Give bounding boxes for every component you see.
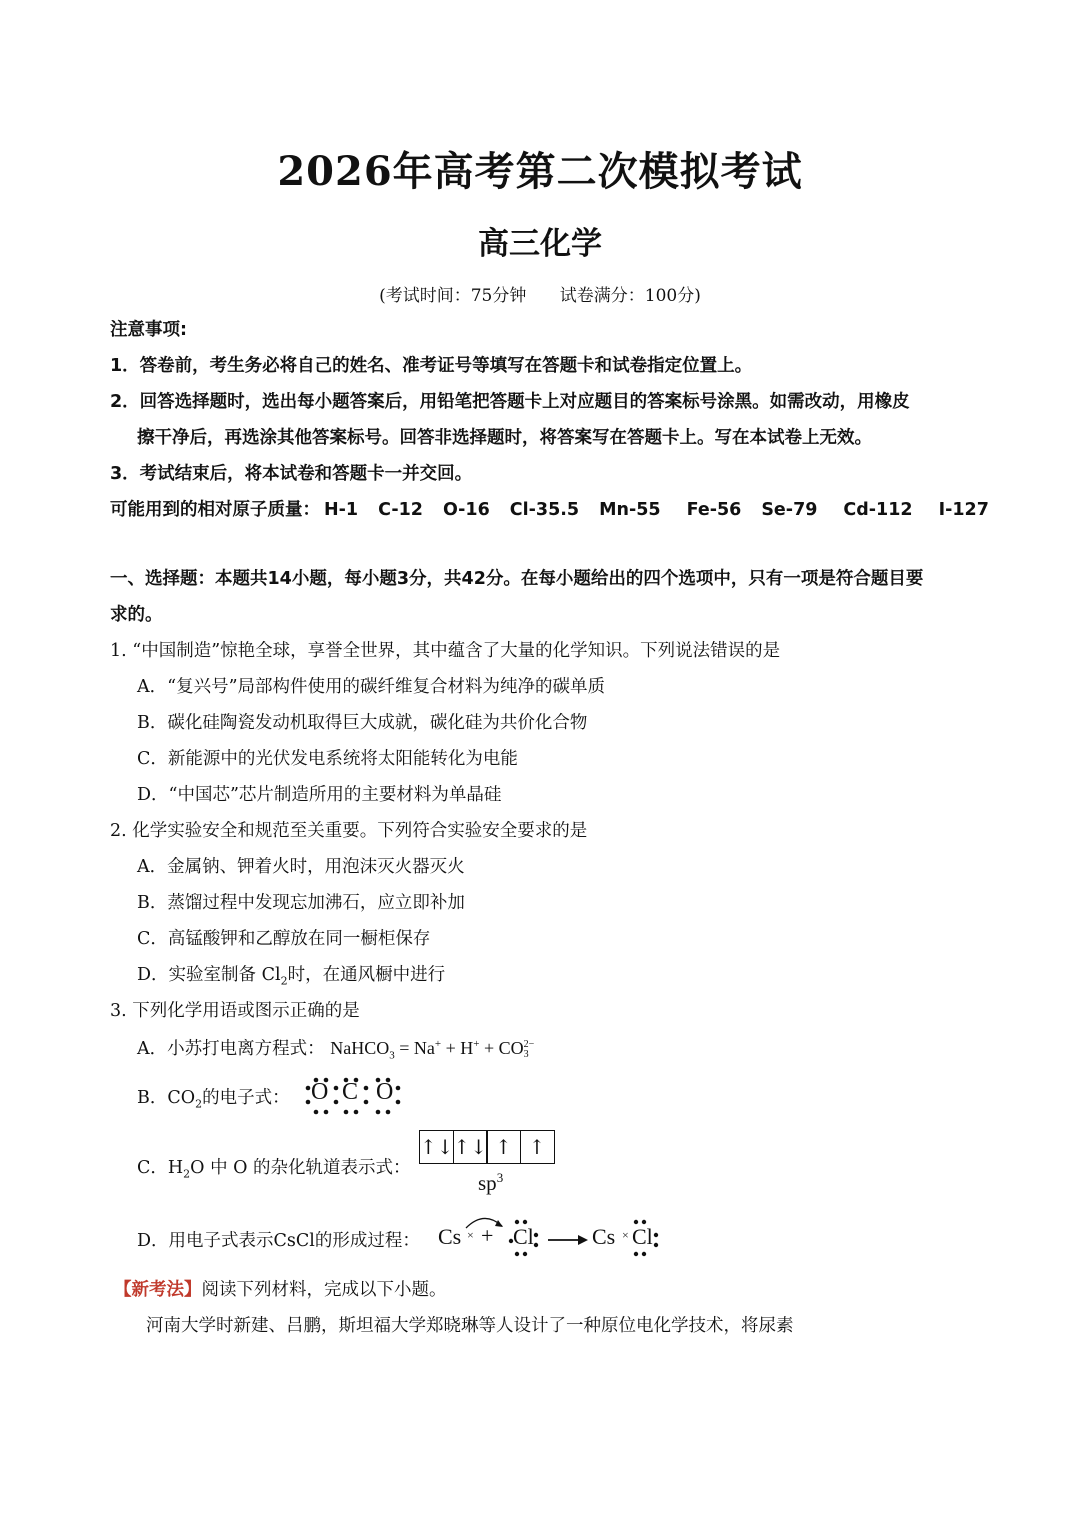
q2-option-a: A．金属钠、钾着火时，用泡沫灭火器灭火 bbox=[137, 857, 465, 877]
exam-info bbox=[0, 281, 1080, 306]
plus-sign: + bbox=[481, 1223, 494, 1248]
co2-o-right: O bbox=[376, 1079, 394, 1105]
mass-o: O-16 bbox=[442, 500, 490, 520]
formula-na: Na bbox=[413, 1038, 435, 1058]
q3-option-b bbox=[137, 1084, 290, 1111]
q1-option-d: D．“中国芯”芯片制造所用的主要材料为单晶硅 bbox=[137, 785, 502, 805]
cscl-formation bbox=[438, 1208, 678, 1258]
formula-nahco: NaHCO bbox=[330, 1038, 390, 1058]
q2-option-c: C．高锰酸钾和乙醇放在同一橱柜保存 bbox=[137, 929, 431, 949]
q1-stem: 1. “中国制造”惊艳全球，享誉全世界，其中蕴含了大量的化学知识。下列说法错误的是 bbox=[110, 641, 781, 661]
notice-item-2: 2．回答选择题时，选出每小题答案后，用铅笔把答题卡上对应题目的答案标号涂黑。如需改动，用橡皮 bbox=[110, 392, 910, 412]
mass-c: C-12 bbox=[378, 500, 423, 520]
cs-right-electron: × bbox=[622, 1228, 629, 1242]
material-text: 河南大学时新建、吕鹏，斯坦福大学郑晓琳等人设计了一种原位电化学技术，将尿素 bbox=[146, 1316, 794, 1336]
notice-item-2-cont: 擦干净后，再选涂其他答案标号。回答非选择题时，将答案写在答题卡上。写在本试卷上无效。 bbox=[137, 428, 872, 448]
sp-sup: 3 bbox=[496, 1170, 504, 1185]
new-method-tag: 【新考法】 bbox=[114, 1280, 202, 1300]
mass-cd: Cd-112 bbox=[843, 500, 913, 520]
exam-time: (考试时间：75分钟 bbox=[379, 286, 527, 306]
mass-mn: Mn-55 bbox=[599, 500, 661, 520]
formula-co: CO bbox=[498, 1038, 524, 1058]
q3-b-label-pre: B．CO bbox=[137, 1088, 196, 1108]
q2-d-post: 时，在通风橱中进行 bbox=[287, 965, 446, 985]
formula-co-charge: 2− bbox=[523, 1038, 535, 1050]
orbital-box-2: ↑↓ bbox=[453, 1130, 488, 1164]
orbital-box-4: ↑ bbox=[520, 1130, 555, 1164]
q3-option-c bbox=[137, 1154, 411, 1181]
orbital-box-1: ↑↓ bbox=[419, 1130, 454, 1164]
q1-option-c: C．新能源中的光伏发电系统将太阳能转化为电能 bbox=[137, 749, 518, 769]
q3-c-label-pre: C．H bbox=[137, 1158, 184, 1178]
co2-o-left: O bbox=[311, 1079, 329, 1105]
mass-h: H-1 bbox=[324, 500, 359, 520]
orbital-diagram bbox=[419, 1130, 553, 1164]
material-line bbox=[114, 1276, 447, 1301]
formula-plus-2: + bbox=[483, 1038, 495, 1058]
q3-option-d: D．用电子式表示CsCl的形成过程： bbox=[137, 1231, 420, 1251]
exam-subject: 高三化学 bbox=[478, 226, 602, 262]
mass-i: I-127 bbox=[938, 500, 989, 520]
cs-left-electron: × bbox=[467, 1228, 474, 1242]
formula-h-charge: + bbox=[473, 1038, 480, 1050]
cs-left: Cs bbox=[438, 1224, 462, 1249]
mass-fe: Fe-56 bbox=[686, 500, 742, 520]
q2-option-b: B．蒸馏过程中发现忘加沸石，应立即补加 bbox=[137, 893, 465, 913]
q1-option-a: A．“复兴号”局部构件使用的碳纤维复合材料为纯净的碳单质 bbox=[137, 677, 606, 697]
cl-right: Cl bbox=[632, 1224, 653, 1249]
section1-heading: 一、选择题：本题共14小题，每小题3分，共42分。在每小题给出的四个选项中，只有一项是符合题目要 bbox=[110, 569, 924, 589]
atomic-mass-line bbox=[110, 496, 1009, 521]
mass-cl: Cl-35.5 bbox=[509, 500, 580, 520]
q3-a-label: A．小苏打电离方程式： bbox=[137, 1039, 325, 1059]
q2-stem: 2. 化学实验安全和规范至关重要。下列符合实验安全要求的是 bbox=[110, 821, 588, 841]
q2-d-sub: 2 bbox=[280, 974, 288, 988]
cl-left: Cl bbox=[513, 1224, 534, 1249]
q2-d-pre: D．实验室制备 Cl bbox=[137, 965, 281, 985]
q1-option-b: B．碳化硅陶瓷发动机取得巨大成就，碳化硅为共价化合物 bbox=[137, 713, 588, 733]
section1-heading-cont: 求的。 bbox=[110, 605, 163, 625]
q3-b-label-post: 的电子式： bbox=[202, 1088, 290, 1108]
q3-c-label-post: O 中 O 的杂化轨道表示式： bbox=[190, 1158, 411, 1178]
formula-na-charge: + bbox=[434, 1038, 442, 1050]
cs-right: Cs bbox=[592, 1224, 616, 1249]
atomic-mass-label: 可能用到的相对原子质量： bbox=[110, 500, 320, 520]
exam-title: 2026年高考第二次模拟考试 bbox=[277, 148, 803, 195]
notice-item-3: 3．考试结束后，将本试卷和答题卡一并交回。 bbox=[110, 464, 473, 484]
sp-text: sp bbox=[478, 1171, 497, 1195]
formula-sub3: 3 bbox=[389, 1049, 395, 1062]
q3-a-formula bbox=[330, 1038, 535, 1062]
full-score: 试卷满分：100分) bbox=[559, 286, 701, 306]
orbital-box-3: ↑ bbox=[486, 1130, 521, 1164]
notice-item-1: 1．答卷前，考生务必将自己的姓名、准考证号等填写在答题卡和试卷指定位置上。 bbox=[110, 356, 753, 376]
q3-option-a bbox=[137, 1035, 534, 1062]
notice-heading: 注意事项: bbox=[110, 320, 187, 340]
q3-stem: 3. 下列化学用语或图示正确的是 bbox=[110, 1001, 360, 1021]
co2-c: C bbox=[342, 1079, 359, 1105]
formula-co-sub: 3 bbox=[523, 1048, 529, 1060]
sp3-label bbox=[478, 1170, 503, 1196]
q3-b-sub: 2 bbox=[195, 1097, 203, 1111]
formula-plus-1: + bbox=[445, 1038, 456, 1058]
material-intro: 阅读下列材料，完成以下小题。 bbox=[201, 1280, 447, 1300]
formula-h: H bbox=[460, 1038, 474, 1058]
formula-eq: = bbox=[399, 1038, 410, 1058]
q2-option-d bbox=[137, 961, 445, 988]
q3-c-sub: 2 bbox=[183, 1167, 191, 1181]
mass-se: Se-79 bbox=[761, 500, 818, 520]
